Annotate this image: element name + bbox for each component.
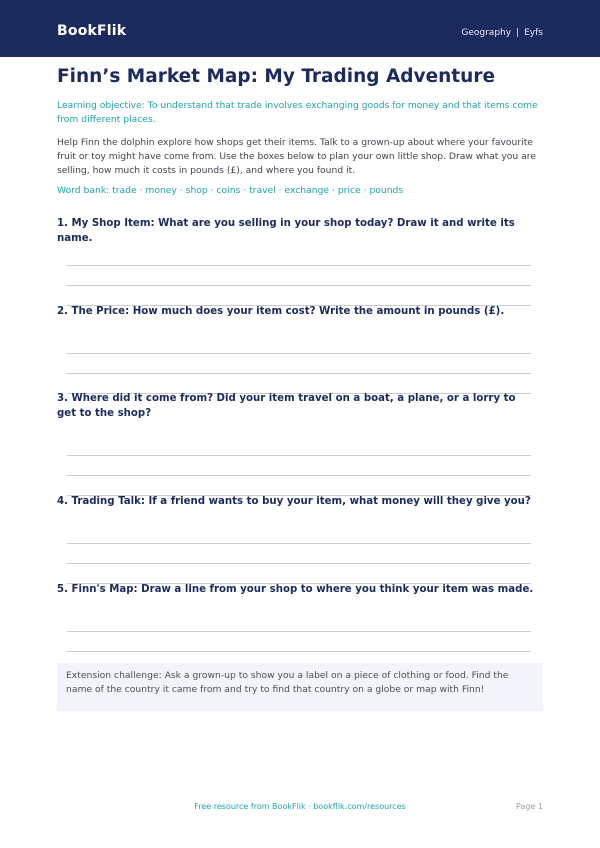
- answer-line-4b: [67, 563, 531, 564]
- question-5: 5. Finn's Map: Draw a line from your shop to where you think your item was made.: [57, 584, 534, 595]
- answer-line-4a: [67, 543, 531, 544]
- footer-credit: Free resource from BookFlik · bookflik.com/resources: [194, 802, 406, 811]
- answer-line-1a: [67, 265, 531, 266]
- question-1: 1. My Shop Item: What are you selling in your shop today? Draw it and write its name.: [57, 218, 515, 244]
- answer-line-3a: [67, 455, 531, 456]
- brand-logo: BookFlik: [57, 23, 127, 39]
- answer-line-3b: [67, 475, 531, 476]
- page-number: Page 1: [516, 802, 543, 811]
- answer-line-2a: [67, 353, 531, 354]
- answer-line-1b: [67, 285, 531, 286]
- learning-objective: Learning objective: To understand that trade involves exchanging goods for money and that items come from different places.: [57, 100, 538, 125]
- answer-line-2b: [67, 373, 531, 374]
- answer-line-5a: [67, 631, 531, 632]
- word-bank: Word bank: trade · money · shop · coins · travel · exchange · price · pounds: [57, 185, 404, 196]
- breadcrumb: [461, 28, 543, 38]
- level-label: Eyfs: [524, 28, 543, 38]
- question-4: 4. Trading Talk: If a friend wants to buy your item, what money will they give you?: [57, 496, 531, 507]
- subject-label: Geography: [461, 28, 512, 38]
- intro-paragraph: Help Finn the dolphin explore how shops get their items. Talk to a grown-up about where your favourite fruit or toy might have come from. Use the boxes below to plan your own little shop. Draw what you are selling, how much it costs in pounds (£), and where you found it.: [57, 137, 536, 176]
- page-title: Finn’s Market Map: My Trading Adventure: [57, 66, 495, 87]
- header-bar: [0, 0, 600, 57]
- extension-challenge-box: Extension challenge: Ask a grown-up to show you a label on a piece of clothing or food. Find the name of the country it came from and try to find that country on a globe or map with Finn!: [57, 663, 543, 711]
- question-3: 3. Where did it come from? Did your item travel on a boat, a plane, or a lorry to get to the shop?: [57, 393, 516, 419]
- answer-line-5b: [67, 651, 531, 652]
- breadcrumb-separator: |: [516, 28, 520, 38]
- question-2: 2. The Price: How much does your item cost? Write the amount in pounds (£).: [57, 306, 505, 317]
